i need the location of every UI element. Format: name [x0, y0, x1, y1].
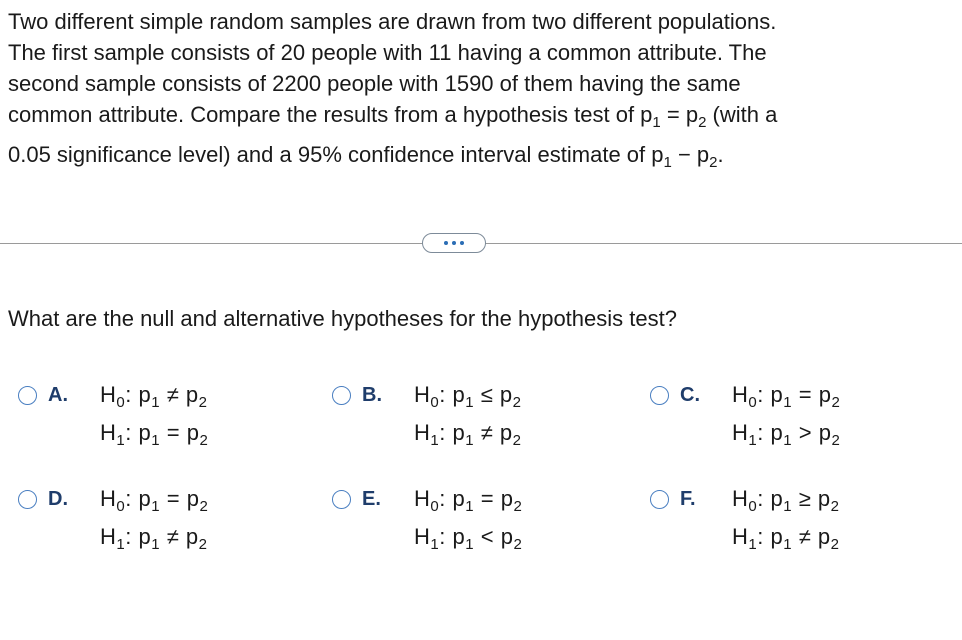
operator: ≠ — [166, 524, 180, 549]
subscript: 0 — [430, 394, 440, 411]
subscript: 0 — [116, 498, 126, 515]
subscript: 1 — [151, 498, 161, 515]
p-symbol: p — [817, 524, 831, 549]
subscript: 1 — [151, 536, 161, 553]
null-hypothesis — [100, 382, 208, 411]
subscript: 2 — [830, 498, 840, 515]
subscript: 1 — [430, 536, 440, 553]
subscript: 2 — [199, 498, 209, 515]
space — [160, 524, 167, 549]
option-d[interactable] — [18, 486, 318, 556]
space — [474, 524, 481, 549]
subscript: 1 — [116, 432, 126, 449]
p-symbol: p — [770, 486, 784, 511]
space — [180, 420, 187, 445]
question-line-2: The first sample consists of 20 people with 11 having a common attribute. The — [8, 40, 767, 65]
option-c[interactable] — [650, 382, 950, 452]
operator: ≤ — [480, 382, 494, 407]
colon: : — [125, 524, 132, 549]
space — [160, 486, 167, 511]
colon: : — [439, 486, 446, 511]
p-symbol: p — [818, 420, 832, 445]
operator: = — [166, 486, 181, 511]
subscript: 0 — [430, 498, 440, 515]
alternative-hypothesis — [414, 524, 523, 553]
ellipsis-icon — [452, 241, 456, 245]
space — [493, 420, 500, 445]
subscript: 1 — [151, 394, 161, 411]
colon: : — [125, 420, 132, 445]
subscript: 0 — [116, 394, 126, 411]
hypothesis-symbol: H — [100, 486, 117, 511]
p-symbol: p — [499, 382, 513, 407]
space — [811, 524, 818, 549]
hypothesis-symbol: H — [732, 524, 749, 549]
space — [812, 382, 819, 407]
question-line-4-text: common attribute. Compare the results from a hypothesis test of p — [8, 102, 653, 127]
space — [494, 486, 501, 511]
operator: ≥ — [798, 486, 812, 511]
colon: : — [439, 420, 446, 445]
subscript: 1 — [430, 432, 440, 449]
question-line-5-text: 0.05 significance level) and a 95% confidence interval estimate of p — [8, 142, 664, 167]
p-symbol: p — [500, 524, 514, 549]
colon: : — [439, 524, 446, 549]
subscript: 1 — [465, 498, 475, 515]
question-line-1: Two different simple random samples are drawn from two different populations. — [8, 9, 777, 34]
hypothesis-symbol: H — [100, 382, 117, 407]
question-text — [8, 6, 958, 170]
colon: : — [439, 382, 446, 407]
hypothesis-symbol: H — [732, 486, 749, 511]
p-symbol: p — [185, 524, 199, 549]
hypothesis-symbol: H — [100, 524, 117, 549]
space — [792, 524, 799, 549]
option-letter: D. — [48, 488, 68, 510]
subscript: 1 — [151, 432, 161, 449]
ellipsis-icon — [444, 241, 448, 245]
p-symbol: p — [138, 524, 152, 549]
operator: < — [480, 524, 495, 549]
space — [792, 486, 799, 511]
option-letter: C. — [680, 384, 700, 406]
subscript: 1 — [783, 498, 793, 515]
p-symbol: p — [138, 382, 152, 407]
p-symbol: p — [452, 524, 466, 549]
p-symbol: p — [770, 524, 784, 549]
question-line-5-minus: − p — [671, 142, 710, 167]
hypothesis-symbol: H — [414, 486, 431, 511]
operator: > — [798, 420, 813, 445]
space — [792, 382, 799, 407]
p-symbol: p — [452, 420, 466, 445]
subscript: 0 — [748, 498, 758, 515]
space — [792, 420, 799, 445]
option-f[interactable] — [650, 486, 950, 556]
subscript: 2 — [830, 536, 840, 553]
option-b[interactable] — [332, 382, 632, 452]
space — [811, 486, 818, 511]
space — [493, 382, 500, 407]
question-prompt: What are the null and alternative hypotheses for the hypothesis test? — [8, 306, 677, 331]
space — [474, 382, 481, 407]
operator: = — [480, 486, 495, 511]
space — [474, 486, 481, 511]
question-line-4 — [8, 99, 958, 130]
alternative-hypothesis — [732, 524, 840, 553]
hypothesis-symbol: H — [414, 524, 431, 549]
space — [160, 382, 167, 407]
space — [474, 420, 481, 445]
subscript: 1 — [465, 536, 475, 553]
hypothesis-symbol: H — [414, 420, 431, 445]
subscript: 2 — [512, 394, 522, 411]
colon: : — [125, 382, 132, 407]
alternative-hypothesis — [100, 524, 208, 553]
null-hypothesis — [414, 382, 522, 411]
question-line-4-equals: = p — [660, 102, 699, 127]
subscript: 1 — [465, 394, 475, 411]
colon: : — [757, 524, 764, 549]
operator: ≠ — [480, 420, 494, 445]
subscript: 1 — [652, 114, 661, 131]
space — [179, 524, 186, 549]
subscript: 2 — [199, 432, 209, 449]
colon: : — [757, 420, 764, 445]
radio-button[interactable] — [650, 386, 669, 405]
p-symbol: p — [499, 420, 513, 445]
option-e[interactable] — [332, 486, 632, 556]
hypothesis-symbol: H — [732, 420, 749, 445]
p-symbol: p — [185, 382, 199, 407]
p-symbol: p — [817, 486, 831, 511]
colon: : — [757, 486, 764, 511]
p-symbol: p — [452, 486, 466, 511]
alternative-hypothesis — [414, 420, 522, 449]
subscript: 2 — [709, 154, 718, 171]
p-symbol: p — [770, 420, 784, 445]
operator: ≠ — [798, 524, 812, 549]
null-hypothesis — [414, 486, 523, 515]
p-symbol: p — [138, 486, 152, 511]
p-symbol: p — [138, 420, 152, 445]
subscript: 2 — [198, 394, 208, 411]
subscript: 1 — [783, 432, 793, 449]
null-hypothesis — [100, 486, 209, 515]
p-symbol: p — [186, 420, 200, 445]
subscript: 2 — [512, 432, 522, 449]
hypothesis-symbol: H — [414, 382, 431, 407]
p-symbol: p — [500, 486, 514, 511]
radio-button[interactable] — [650, 490, 669, 509]
subscript: 2 — [513, 536, 523, 553]
p-symbol: p — [186, 486, 200, 511]
space — [494, 524, 501, 549]
colon: : — [125, 486, 132, 511]
alternative-hypothesis — [100, 420, 209, 449]
option-letter: A. — [48, 384, 68, 406]
option-letter: E. — [362, 488, 381, 510]
option-letter: B. — [362, 384, 382, 406]
subscript: 1 — [748, 536, 758, 553]
subscript: 2 — [831, 394, 841, 411]
question-line-3: second sample consists of 2200 people with 1590 of them having the same — [8, 71, 741, 96]
subscript: 1 — [116, 536, 126, 553]
space — [160, 420, 167, 445]
p-symbol: p — [452, 382, 466, 407]
subscript: 0 — [748, 394, 758, 411]
p-symbol: p — [818, 382, 832, 407]
hypothesis-symbol: H — [100, 420, 117, 445]
subscript: 1 — [663, 154, 672, 171]
radio-button[interactable] — [332, 386, 351, 405]
radio-button[interactable] — [18, 386, 37, 405]
option-a[interactable] — [18, 382, 318, 452]
space — [812, 420, 819, 445]
radio-button[interactable] — [332, 490, 351, 509]
question-line-4-end: (with a — [706, 102, 778, 127]
colon: : — [757, 382, 764, 407]
space — [180, 486, 187, 511]
hypothesis-symbol: H — [732, 382, 749, 407]
subscript: 1 — [465, 432, 475, 449]
operator: = — [166, 420, 181, 445]
null-hypothesis — [732, 382, 841, 411]
more-button[interactable] — [422, 233, 486, 253]
option-letter: F. — [680, 488, 696, 510]
alternative-hypothesis — [732, 420, 841, 449]
subscript: 2 — [698, 114, 707, 131]
space — [179, 382, 186, 407]
operator: ≠ — [166, 382, 180, 407]
subscript: 2 — [198, 536, 208, 553]
operator: = — [798, 382, 813, 407]
radio-button[interactable] — [18, 490, 37, 509]
subscript: 2 — [513, 498, 523, 515]
null-hypothesis — [732, 486, 840, 515]
question-line-5-end: . — [717, 142, 724, 167]
question-line-5 — [8, 139, 958, 170]
subscript: 1 — [783, 536, 793, 553]
p-symbol: p — [770, 382, 784, 407]
subscript: 1 — [748, 432, 758, 449]
ellipsis-icon — [460, 241, 464, 245]
subscript: 1 — [783, 394, 793, 411]
subscript: 2 — [831, 432, 841, 449]
